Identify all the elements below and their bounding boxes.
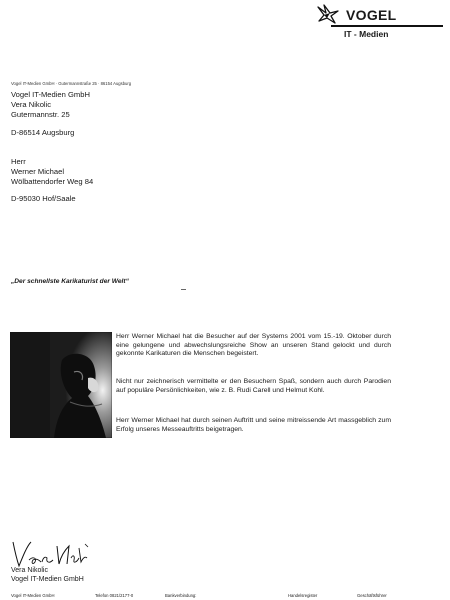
body-paragraph-1: Herr Werner Michael hat die Besucher auf der Systems 2001 vom 15.-19. Oktober durch eine gelungene und abwechslungsreiche Show an unseren Stand gelockt und durch gekonnte Karikaturen die Menschen begeistert. (116, 333, 391, 358)
recipient-salutation: Herr (11, 157, 26, 166)
recipient-address (11, 157, 93, 187)
body-paragraph-2: Nicht nur zeichnerisch vermittelte er den Besuchern Spaß, sondern auch durch Parodien auf populäre Persönlichkeiten, wie z. B. Rudi Carell und Helmut Kohl. (116, 378, 391, 394)
return-address-line: Vogel IT-Medien GmbH · Gutermannstraße 25 · 86154 Augsburg (11, 81, 132, 86)
letter-headline: „Der schnellste Karikaturist der Welt“ (11, 278, 129, 285)
signatory-name: Vera Nikolic (11, 567, 48, 574)
sender-name: Vera Nikolic (11, 100, 52, 109)
sender-company: Vogel IT-Medien GmbH (11, 90, 90, 99)
caricaturist-photo (10, 332, 112, 438)
headline-dash (181, 289, 186, 290)
brand-name: VOGEL (346, 7, 397, 23)
sender-city: D-86514 Augsburg (11, 128, 75, 137)
sender-address (11, 90, 90, 120)
recipient-city: D-95030 Hof/Saale (11, 194, 76, 203)
signature-block (11, 566, 84, 584)
signatory-company: Vogel IT-Medien GmbH (11, 576, 84, 583)
footer-bank: Bankverbindung: (165, 593, 197, 598)
vogel-bird-logo-icon (316, 4, 340, 24)
sender-street: Gutermannstr. 25 (11, 110, 70, 119)
footer-phone: Telefon 0821/2177-0 (95, 593, 134, 598)
body-paragraph-3: Herr Werner Michael hat durch seinen Auftritt und seine mitreissende Art massgeblich zum Erfolg unseres Messeauftritts beigetragen. (116, 417, 391, 433)
footer-management: Geschäftsführer (357, 593, 387, 598)
division-name: IT - Medien (344, 29, 389, 39)
recipient-street: Wölbattendorfer Weg 84 (11, 177, 94, 186)
footer-register: Handelsregister (288, 593, 318, 598)
letterhead-rule (331, 25, 443, 27)
footer-company: Vogel IT-Medien GmbH (11, 593, 55, 598)
recipient-name: Werner Michael (11, 167, 65, 176)
